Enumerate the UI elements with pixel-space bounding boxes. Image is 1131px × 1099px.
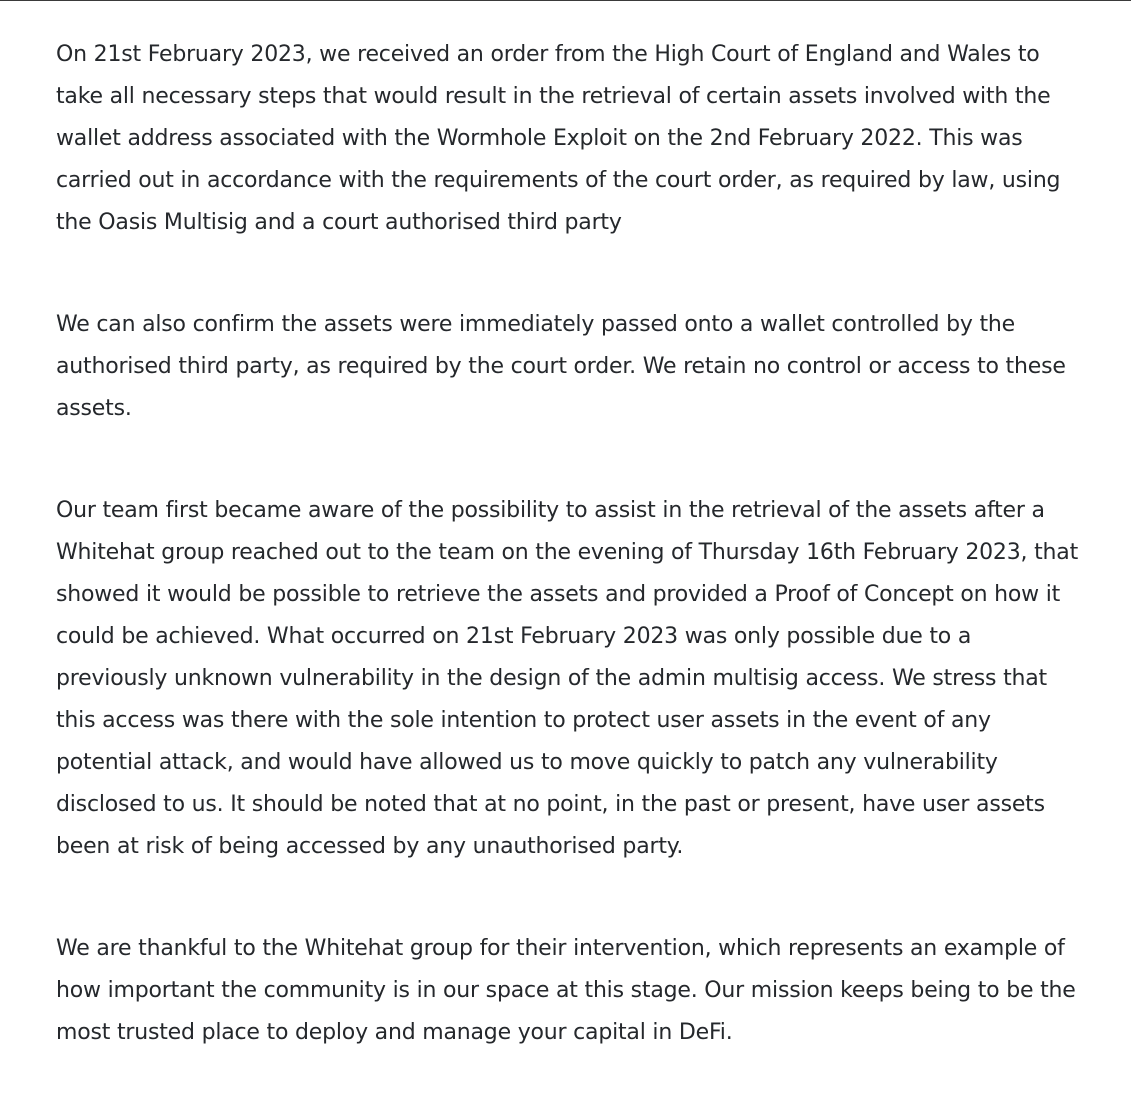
paragraph-court-order: On 21st February 2023, we received an order from the High Court of England and Wales to take all necessary steps that would result in the retrieval of certain assets involved with the wallet address associated with the Wormhole Exploit on the 2nd February 2022. This was carried out in accordance with the requirements of the court order, as required by law, using the Oasis Multisig and a court authorised third party bbox=[56, 42, 1061, 235]
article-body bbox=[56, 34, 1086, 1054]
paragraph-assets-transferred: We can also confirm the assets were immediately passed onto a wallet controlled by the authorised third party, as required by the court order. We retain no control or access to these assets. bbox=[56, 312, 1066, 421]
paragraph-whitehat-discovery: Our team first became aware of the possibility to assist in the retrieval of the assets after a Whitehat group reached out to the team on the evening of Thursday 16th February 2023, that showed it would be possible to retrieve the assets and provided a Proof of Concept on how it could be achieved. What occurred on 21st February 2023 was only possible due to a previously unknown vulnerability in the design of the admin multisig access. We stress that this access was there with the sole intention to protect user assets in the event of any potential attack, and would have allowed us to move quickly to patch any vulnerability disclosed to us. It should be noted that at no point, in the past or present, have user assets been at risk of being accessed by any unauthorised party. bbox=[56, 498, 1078, 859]
paragraph-thanks-mission: We are thankful to the Whitehat group for their intervention, which represents an example of how important the community is in our space at this stage. Our mission keeps being to be the most trusted place to deploy and manage your capital in DeFi. bbox=[56, 936, 1076, 1045]
top-divider bbox=[0, 0, 1131, 1]
